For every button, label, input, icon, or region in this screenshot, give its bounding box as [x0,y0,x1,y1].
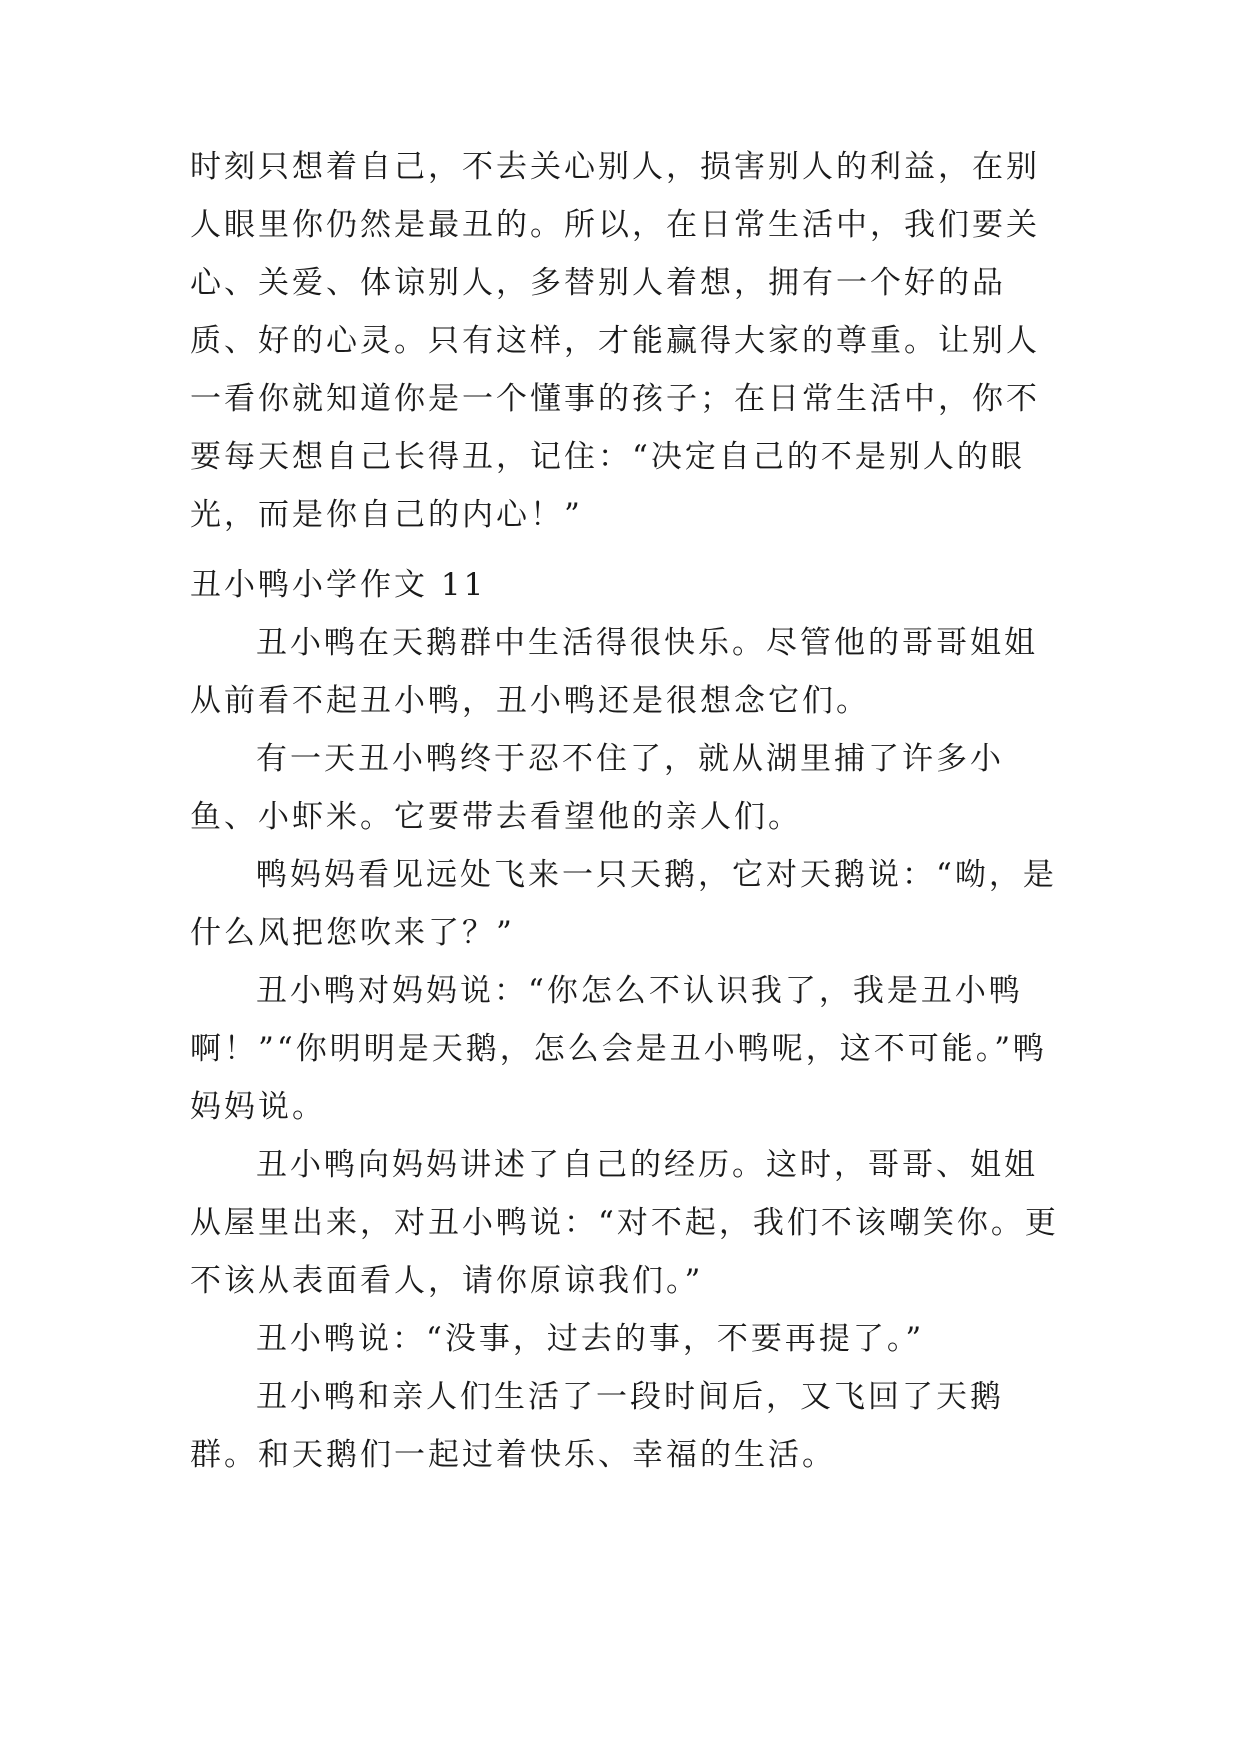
paragraph-1: 丑小鸭在天鹅群中生活得很快乐。尽管他的哥哥姐姐从前看不起丑小鸭，丑小鸭还是很想念它们。 [190,625,1038,719]
paragraph-6: 丑小鸭说：“没事，过去的事，不要再提了。” [256,1321,925,1357]
paragraph-5: 丑小鸭向妈妈讲述了自己的经历。这时，哥哥、姐姐从屋里出来，对丑小鸭说：“对不起，我们不该嘲笑你。更不该从表面看人，请你原谅我们。” [190,1147,1059,1299]
document-page [190,0,1070,1754]
paragraph-2: 有一天丑小鸭终于忍不住了，就从湖里捕了许多小鱼、小虾米。它要带去看望他的亲人们。 [190,741,1004,835]
section-block [190,556,1070,1484]
paragraph-7: 丑小鸭和亲人们生活了一段时间后，又飞回了天鹅群。和天鹅们一起过着快乐、幸福的生活。 [190,1379,1004,1473]
section-title: 丑小鸭小学作文 11 [190,567,487,603]
top-text-block [190,138,1070,544]
paragraph-4: 丑小鸭对妈妈说：“你怎么不认识我了，我是丑小鸭啊！”“你明明是天鹅，怎么会是丑小鸭呢，这不可能。”鸭妈妈说。 [190,973,1048,1125]
paragraph-3: 鸭妈妈看见远处飞来一只天鹅，它对天鹅说：“呦，是什么风把您吹来了？” [190,857,1057,951]
paragraph-top: 时刻只想着自己，不去关心别人，损害别人的利益，在别人眼里你仍然是最丑的。所以，在日常生活中，我们要关心、关爱、体谅别人，多替别人着想，拥有一个好的品质、好的心灵。只有这样，才能赢得大家的尊重。让别人一看你就知道你是一个懂事的孩子；在日常生活中，你不要每天想自己长得丑，记住：“决定自己的不是别人的眼光，而是你自己的内心！” [190,149,1040,533]
